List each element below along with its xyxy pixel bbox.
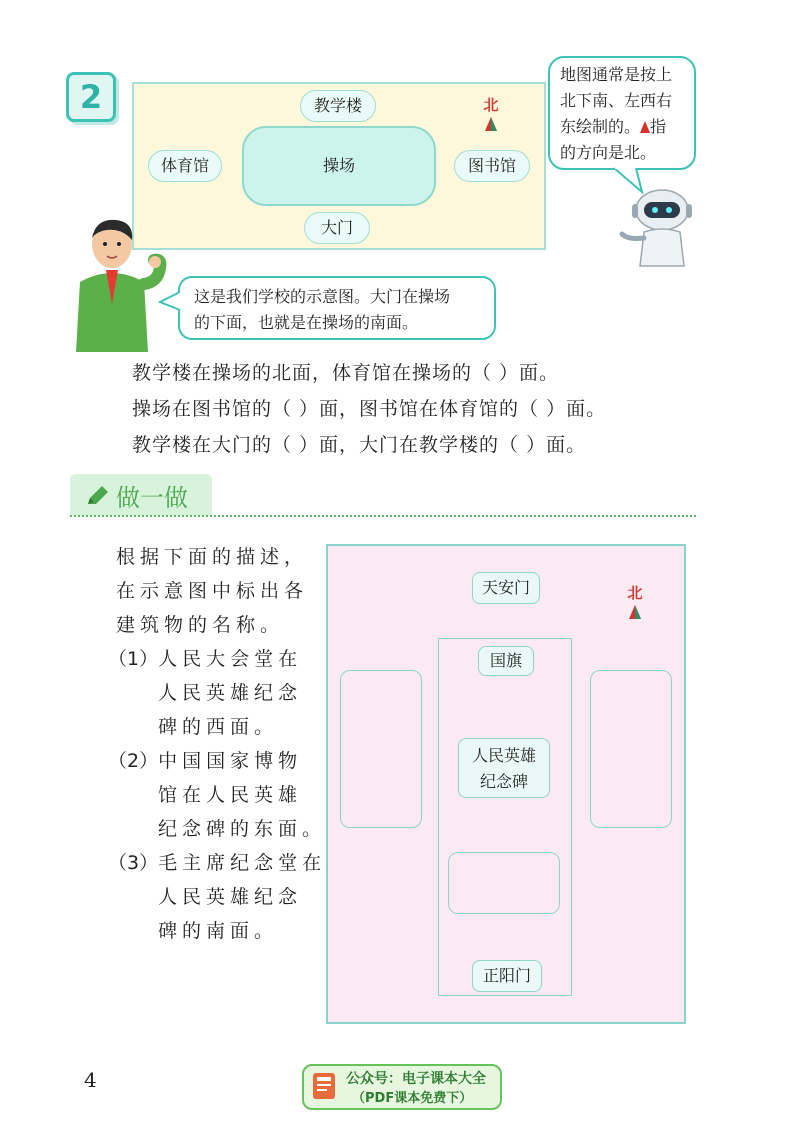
tiananmen-label: 天安门 <box>472 572 540 604</box>
zhengyangmen-label: 正阳门 <box>472 960 542 992</box>
instruction-line: 毛主席纪念堂在 <box>158 852 327 874</box>
question-line: 教学楼在大门的（ ）面，大门在教学楼的（ ）面。 <box>132 434 587 456</box>
instruction-line: 纪念碑的东面。 <box>158 818 327 840</box>
robot-bubble-line <box>560 114 684 140</box>
central-axis-area <box>438 638 572 996</box>
robot-speech-bubble <box>548 56 696 170</box>
robot-bubble-text: 指 <box>650 117 667 136</box>
pencil-icon <box>84 484 110 508</box>
gym-label: 体育馆 <box>148 150 222 182</box>
north-arrow-icon <box>629 605 641 619</box>
national-flag-label: 国旗 <box>478 646 534 676</box>
playground-label: 操场 <box>242 126 436 206</box>
instruction-line: 人民英雄纪念 <box>158 682 303 704</box>
instruction-line: 人民英雄纪念 <box>158 886 303 908</box>
robot-bubble-line: 地图通常是按上 <box>560 65 673 84</box>
robot-bubble-line: 北下南、左西右 <box>560 91 673 110</box>
blank-building-east[interactable] <box>590 670 672 828</box>
teaching-building-label: 教学楼 <box>300 90 376 122</box>
instruction-line: 人民大会堂在 <box>158 648 303 670</box>
instruction-item-1 <box>108 642 302 744</box>
activity-title: 做一做 <box>116 484 188 512</box>
instruction-line: 碑的南面。 <box>158 920 279 942</box>
monument-label-line: 纪念碑 <box>479 772 528 791</box>
monument-label <box>458 738 550 798</box>
robot-bubble-text: 东绘制的。 <box>560 117 641 136</box>
north-label: 北 <box>483 96 499 114</box>
north-indicator <box>478 94 504 131</box>
instruction-item-3 <box>108 846 326 948</box>
footer-line-1: 公众号：电子课本大全 <box>346 1071 486 1087</box>
instruction-line: 碑的西面。 <box>158 716 279 738</box>
instruction-line: 在示意图中标出各 <box>116 580 309 602</box>
school-map <box>132 82 546 250</box>
instruction-line: 馆在人民英雄 <box>158 784 303 806</box>
robot-bubble-line: 的方向是北。 <box>560 143 657 162</box>
boy-bubble-line: 的下面，也就是在操场的南面。 <box>194 313 419 332</box>
item-number: （1） <box>108 648 159 670</box>
library-label: 图书馆 <box>454 150 530 182</box>
robot-illustration <box>618 186 698 270</box>
footer-watermark <box>302 1064 502 1110</box>
activity-divider <box>70 515 696 517</box>
north-arrow-icon <box>485 117 497 131</box>
book-icon <box>310 1071 338 1101</box>
boy-bubble-line: 这是我们学校的示意图。大门在操场 <box>194 287 451 306</box>
instruction-line: 根据下面的描述， <box>116 546 309 568</box>
north-arrow-icon <box>640 121 650 133</box>
item-number: （2） <box>108 750 159 772</box>
instruction-item-2 <box>108 744 326 846</box>
boy-speech-bubble <box>178 276 496 340</box>
north-indicator <box>622 582 648 619</box>
monument-label-line: 人民英雄 <box>471 746 536 765</box>
instructions-intro <box>116 540 308 642</box>
gate-label: 大门 <box>304 212 370 244</box>
instruction-line: 中国国家博物 <box>158 750 303 772</box>
blank-building-west[interactable] <box>340 670 422 828</box>
item-number: （3） <box>108 852 159 874</box>
boy-bubble-tail <box>158 290 182 314</box>
footer-line-2: （PDF课本免费下） <box>352 1091 473 1106</box>
square-map <box>326 544 686 1024</box>
boy-illustration <box>62 212 172 352</box>
section-number-badge: 2 <box>66 72 116 122</box>
question-line: 教学楼在操场的北面，体育馆在操场的（ ）面。 <box>132 362 560 384</box>
instruction-line: 建筑物的名称。 <box>116 614 285 636</box>
page-number: 4 <box>84 1068 97 1092</box>
question-line: 操场在图书馆的（ ）面，图书馆在体育馆的（ ）面。 <box>132 398 607 420</box>
blank-building-south[interactable] <box>448 852 560 914</box>
north-label: 北 <box>627 584 643 602</box>
